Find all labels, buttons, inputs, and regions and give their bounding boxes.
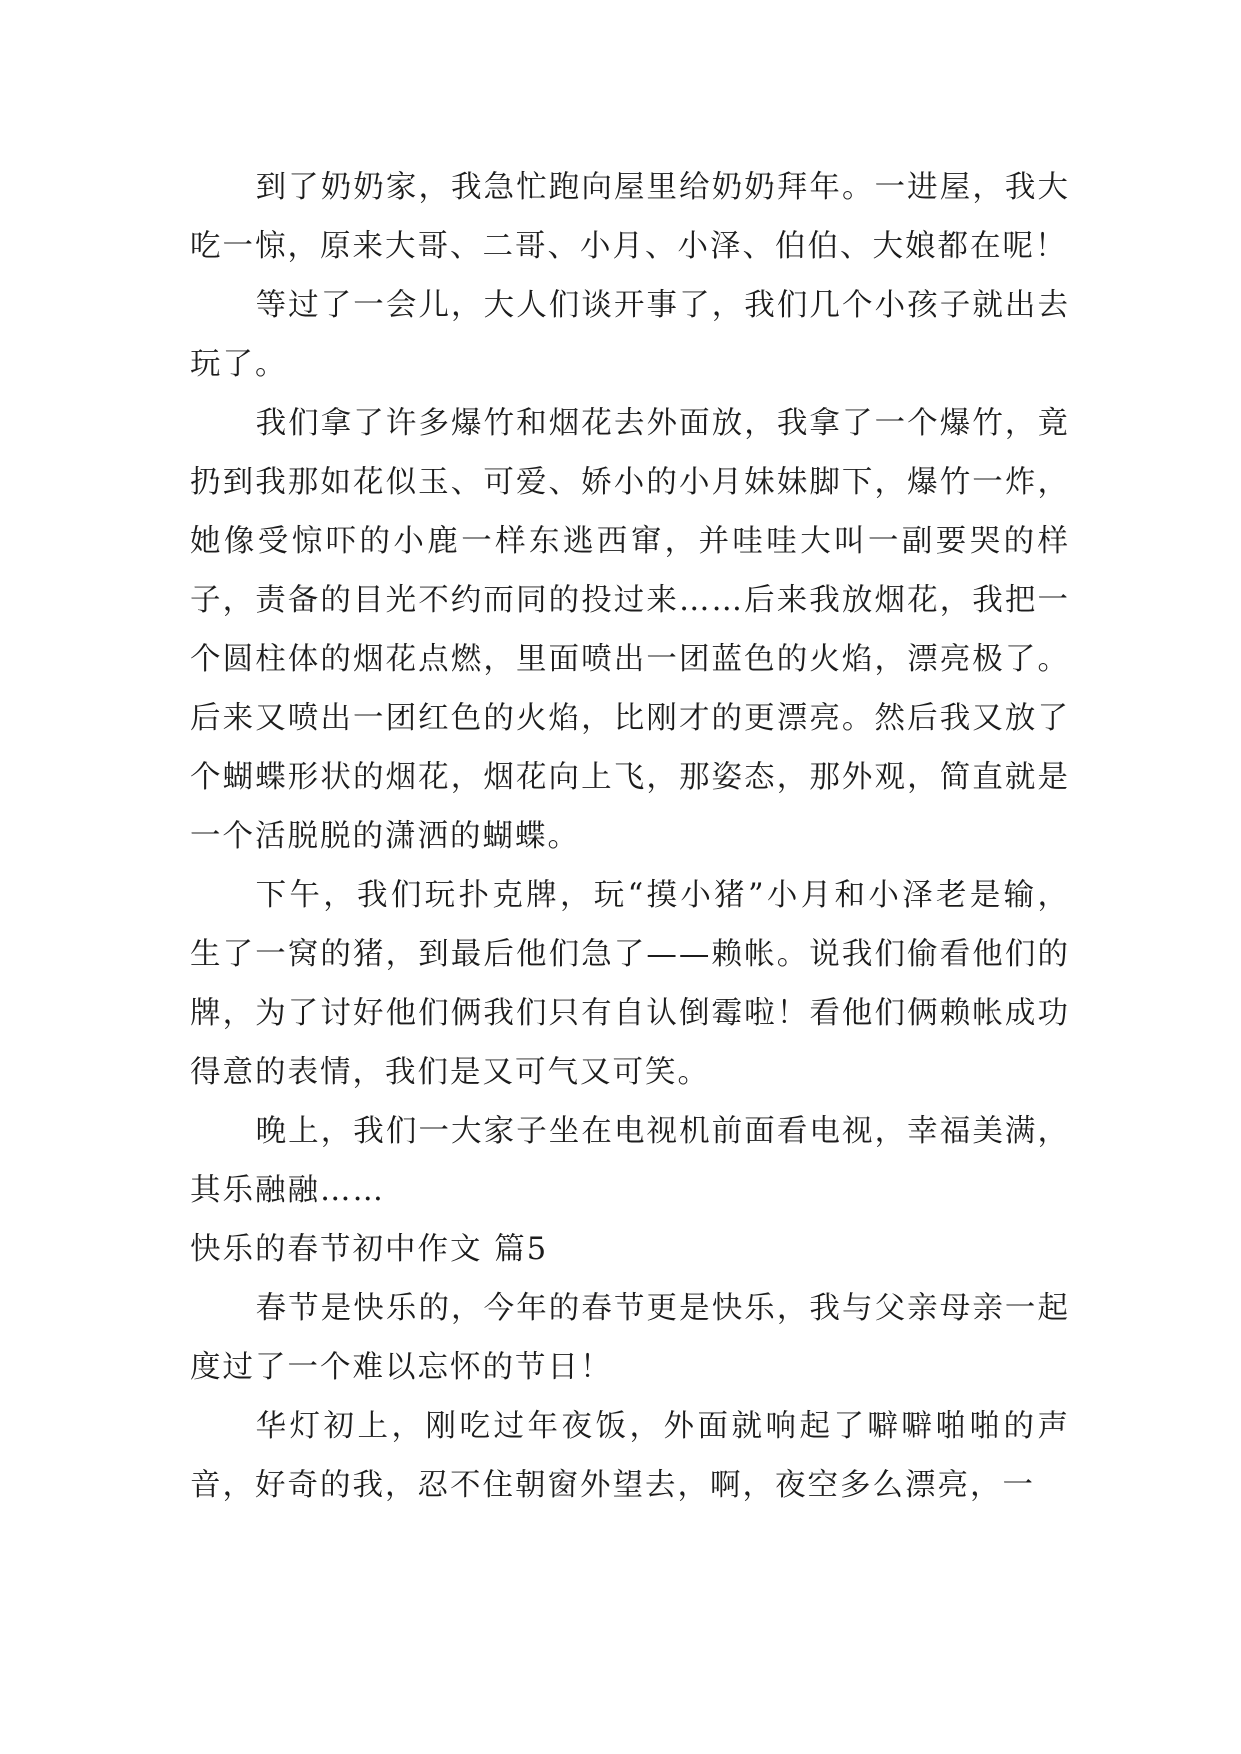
paragraph-arrival: 到了奶奶家，我急忙跑向屋里给奶奶拜年。一进屋，我大吃一惊，原来大哥、二哥、小月、小泽、伯伯、大娘都在呢！ <box>190 170 1070 264</box>
paragraph-night-sky: 华灯初上，刚吃过年夜饭，外面就响起了噼噼啪啪的声音，好奇的我，忍不住朝窗外望去，啊，夜空多么漂亮，一 <box>190 1409 1070 1503</box>
paragraph-happy-festival: 春节是快乐的，今年的春节更是快乐，我与父亲母亲一起度过了一个难以忘怀的节日！ <box>190 1291 1070 1385</box>
paragraph-fireworks: 我们拿了许多爆竹和烟花去外面放，我拿了一个爆竹，竟扔到我那如花似玉、可爱、娇小的小月妹妹脚下，爆竹一炸，她像受惊吓的小鹿一样东逃西窜，并哇哇大叫一副要哭的样子，责备的目光不约而同的投过来……后来我放烟花，我把一个圆柱体的烟花点燃，里面喷出一团蓝色的火焰，漂亮极了。后来又喷出一团红色的火焰，比刚才的更漂亮。然后我又放了个蝴蝶形状的烟花，烟花向上飞，那姿态，那外观，简直就是一个活脱脱的潇洒的蝴蝶。 <box>190 406 1070 854</box>
paragraph-poker: 下午，我们玩扑克牌，玩“摸小猪”小月和小泽老是输，生了一窝的猪，到最后他们急了——赖帐。说我们偷看他们的牌，为了讨好他们俩我们只有自认倒霉啦！看他们俩赖帐成功得意的表情，我们是又可气又可笑。 <box>190 878 1070 1090</box>
paragraph-go-out: 等过了一会儿，大人们谈开事了，我们几个小孩子就出去玩了。 <box>190 288 1070 382</box>
section-heading: 快乐的春节初中作文 篇5 <box>190 1232 549 1267</box>
document-body <box>190 158 1070 1515</box>
paragraph-evening: 晚上，我们一大家子坐在电视机前面看电视，幸福美满，其乐融融…… <box>190 1114 1070 1208</box>
